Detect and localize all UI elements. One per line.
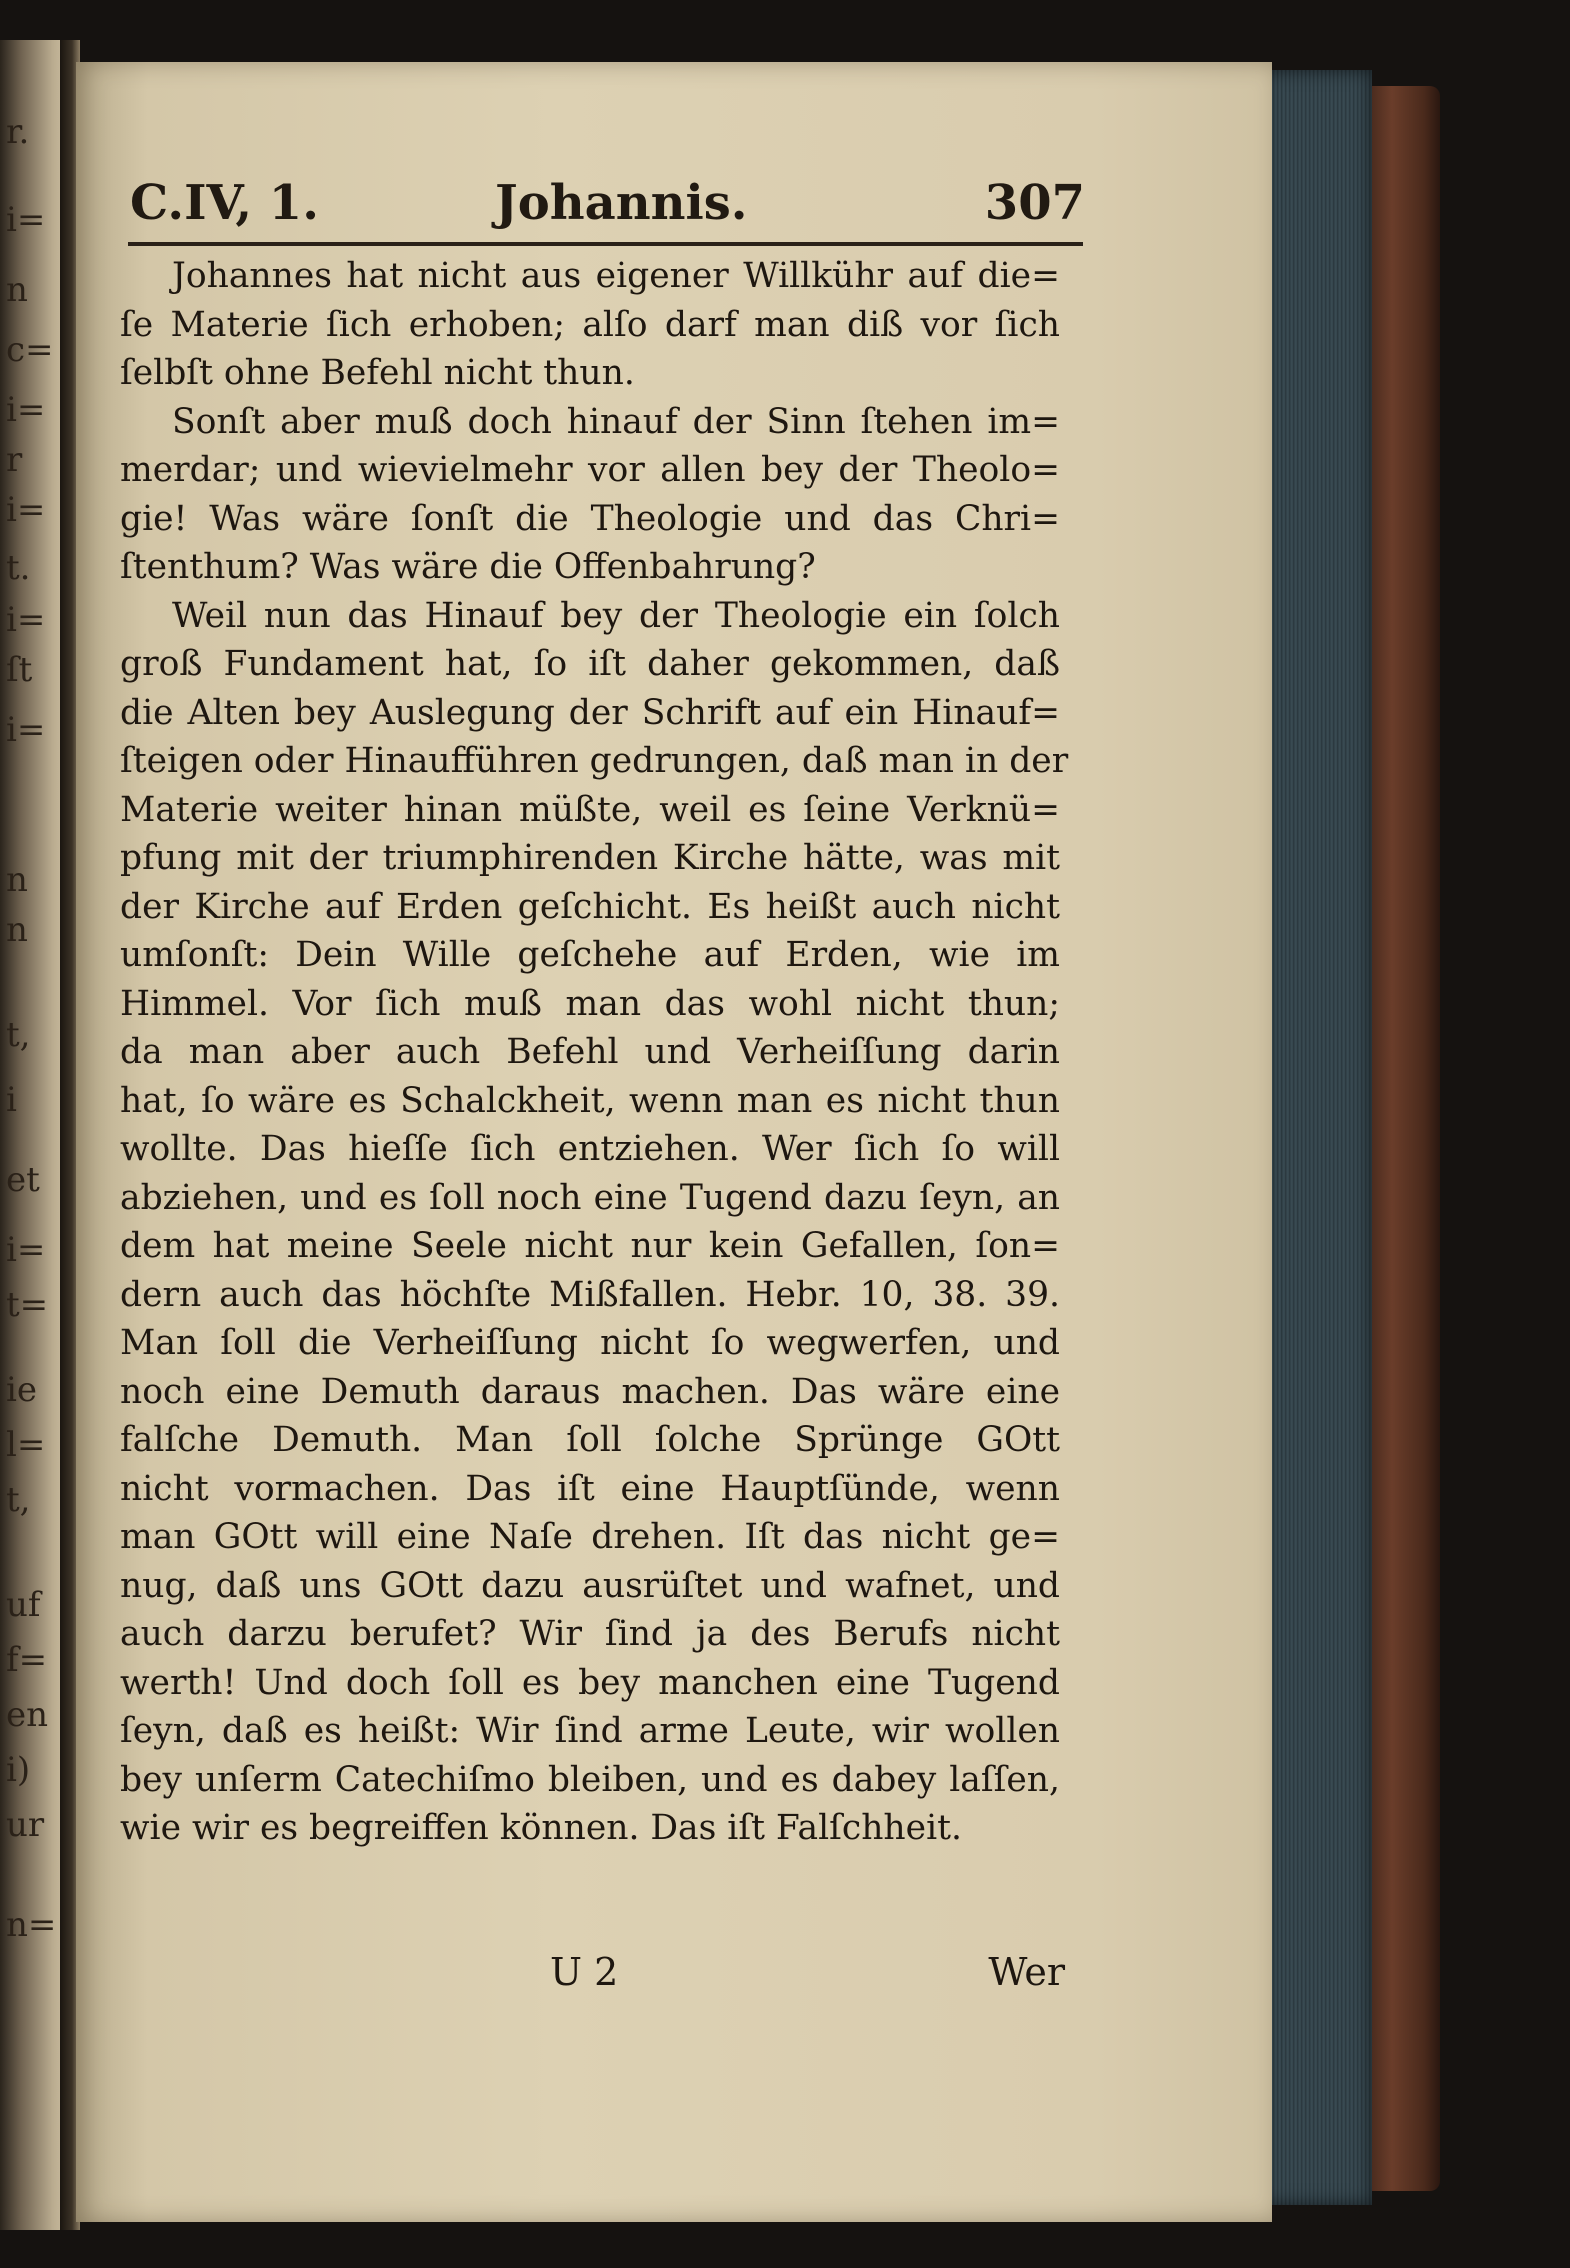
margin-fragment: et <box>6 1160 40 1200</box>
page-number: 307 <box>984 175 1085 231</box>
margin-fragment: en <box>6 1695 49 1735</box>
text-line: merdar; und wievielmehr vor allen bey der Theolo= <box>120 450 1060 490</box>
margin-fragment: c= <box>6 330 54 370</box>
chapter-reference: C.IV, 1. <box>130 175 319 231</box>
text-line: umſonſt: Dein Wille geſchehe auf Erden, wie im <box>120 935 1060 975</box>
header-rule <box>128 242 1083 246</box>
text-line: bey unſerm Catechiſmo bleiben, und es dabey laſſen, <box>120 1759 1060 1800</box>
text-line: nug, daß uns GOtt dazu ausrüſtet und wafnet, und <box>120 1565 1060 1606</box>
margin-fragment: t, <box>6 1015 31 1055</box>
text-line: nicht vormachen. Das iſt eine Hauptſünde, wenn <box>120 1468 1060 1509</box>
text-line: dem hat meine Seele nicht nur kein Gefallen, ſon= <box>120 1226 1060 1266</box>
margin-fragment: t= <box>6 1285 49 1325</box>
text-line: falſche Demuth. Man ſoll ſolche Sprünge GOtt <box>120 1420 1060 1460</box>
book-cover-edge <box>1360 86 1440 2191</box>
text-line: abziehen, und es ſoll noch eine Tugend dazu ſeyn, an <box>120 1177 1060 1218</box>
text-line: groß Fundament hat, ſo iſt daher gekommen, daß <box>120 644 1060 684</box>
text-line: hat, ſo wäre es Schalckheit, wenn man es nicht thun <box>120 1080 1060 1121</box>
text-line: wie wir es begreiffen können. Das iſt Falſchheit. <box>120 1808 962 1848</box>
running-title: Johannis. <box>495 175 748 231</box>
text-line: dern auch das höchſte Mißfallen. Hebr. 10, 38. 39. <box>120 1274 1060 1315</box>
text-line: Sonſt aber muß doch hinauf der Sinn ſtehen im= <box>172 401 1060 442</box>
text-line: ſe Materie ſich erhoben; alſo darf man diß vor ſich <box>120 304 1060 345</box>
margin-fragment: i= <box>6 390 46 430</box>
margin-fragment: f= <box>6 1640 48 1680</box>
text-line: Man ſoll die Verheiſſung nicht ſo wegwerfen, und <box>120 1323 1060 1363</box>
margin-fragment: i= <box>6 490 46 530</box>
margin-fragment: i= <box>6 200 46 240</box>
margin-fragment: i <box>6 1080 17 1120</box>
text-line: die Alten bey Auslegung der Schrift auf ein Hinauf= <box>120 692 1060 733</box>
margin-fragment: ie <box>6 1370 37 1410</box>
text-line: da man aber auch Befehl und Verheiſſung darin <box>120 1032 1060 1072</box>
text-line: ſelbſt ohne Befehl nicht thun. <box>120 353 635 393</box>
margin-fragment: n <box>6 860 28 900</box>
margin-fragment: l= <box>6 1425 46 1465</box>
text-line: ſeyn, daß es heißt: Wir ſind arme Leute, wir wollen <box>120 1711 1060 1751</box>
text-line: werth! Und doch ſoll es bey manchen eine Tugend <box>120 1662 1060 1703</box>
text-line: Johannes hat nicht aus eigener Willkühr auf die= <box>172 256 1060 296</box>
margin-fragment: n= <box>6 1905 57 1945</box>
text-line: auch darzu berufet? Wir ſind ja des Berufs nicht <box>120 1614 1060 1654</box>
text-line: man GOtt will eine Naſe drehen. Iſt das nicht ge= <box>120 1517 1060 1557</box>
running-header <box>125 165 1085 245</box>
margin-fragment: ſt <box>6 650 33 690</box>
margin-fragment: t, <box>6 1480 31 1520</box>
margin-fragment: i= <box>6 710 46 750</box>
body-text <box>120 252 1069 1853</box>
text-line: Materie weiter hinan müßte, weil es ſeine Verknü= <box>120 789 1060 830</box>
margin-fragment: n <box>6 910 28 950</box>
margin-fragment: n <box>6 270 28 310</box>
page-edges <box>1262 70 1372 2205</box>
text-line: pfung mit der triumphirenden Kirche hätte, was mit <box>120 838 1060 878</box>
text-line: ſtenthum? Was wäre die Offenbahrung? <box>120 547 816 587</box>
catchword: Wer <box>988 1950 1065 1994</box>
signature-mark: U 2 <box>550 1950 619 1994</box>
text-line: gie! Was wäre ſonſt die Theologie und das Chri= <box>120 498 1060 539</box>
text-line: noch eine Demuth daraus machen. Das wäre eine <box>120 1371 1060 1412</box>
text-line: Himmel. Vor ſich muß man das wohl nicht thun; <box>120 983 1060 1024</box>
margin-fragment: i) <box>6 1750 31 1790</box>
margin-fragment: t. <box>6 548 31 588</box>
text-line: der Kirche auf Erden geſchicht. Es heißt auch nicht <box>120 886 1060 927</box>
margin-fragment: i= <box>6 1230 46 1270</box>
text-line: Weil nun das Hinauf bey der Theologie ein ſolch <box>172 595 1060 636</box>
margin-fragment: r. <box>6 112 30 152</box>
margin-fragment: uf <box>6 1585 41 1625</box>
page-footer <box>120 1950 1065 2010</box>
margin-fragment: r <box>6 440 23 480</box>
text-line: wollte. Das hieſſe ſich entziehen. Wer ſich ſo will <box>120 1129 1060 1169</box>
margin-fragment: ur <box>6 1805 45 1845</box>
text-line: ſteigen oder Hinaufführen gedrungen, daß man in der <box>120 741 1069 781</box>
margin-fragment: i= <box>6 600 46 640</box>
